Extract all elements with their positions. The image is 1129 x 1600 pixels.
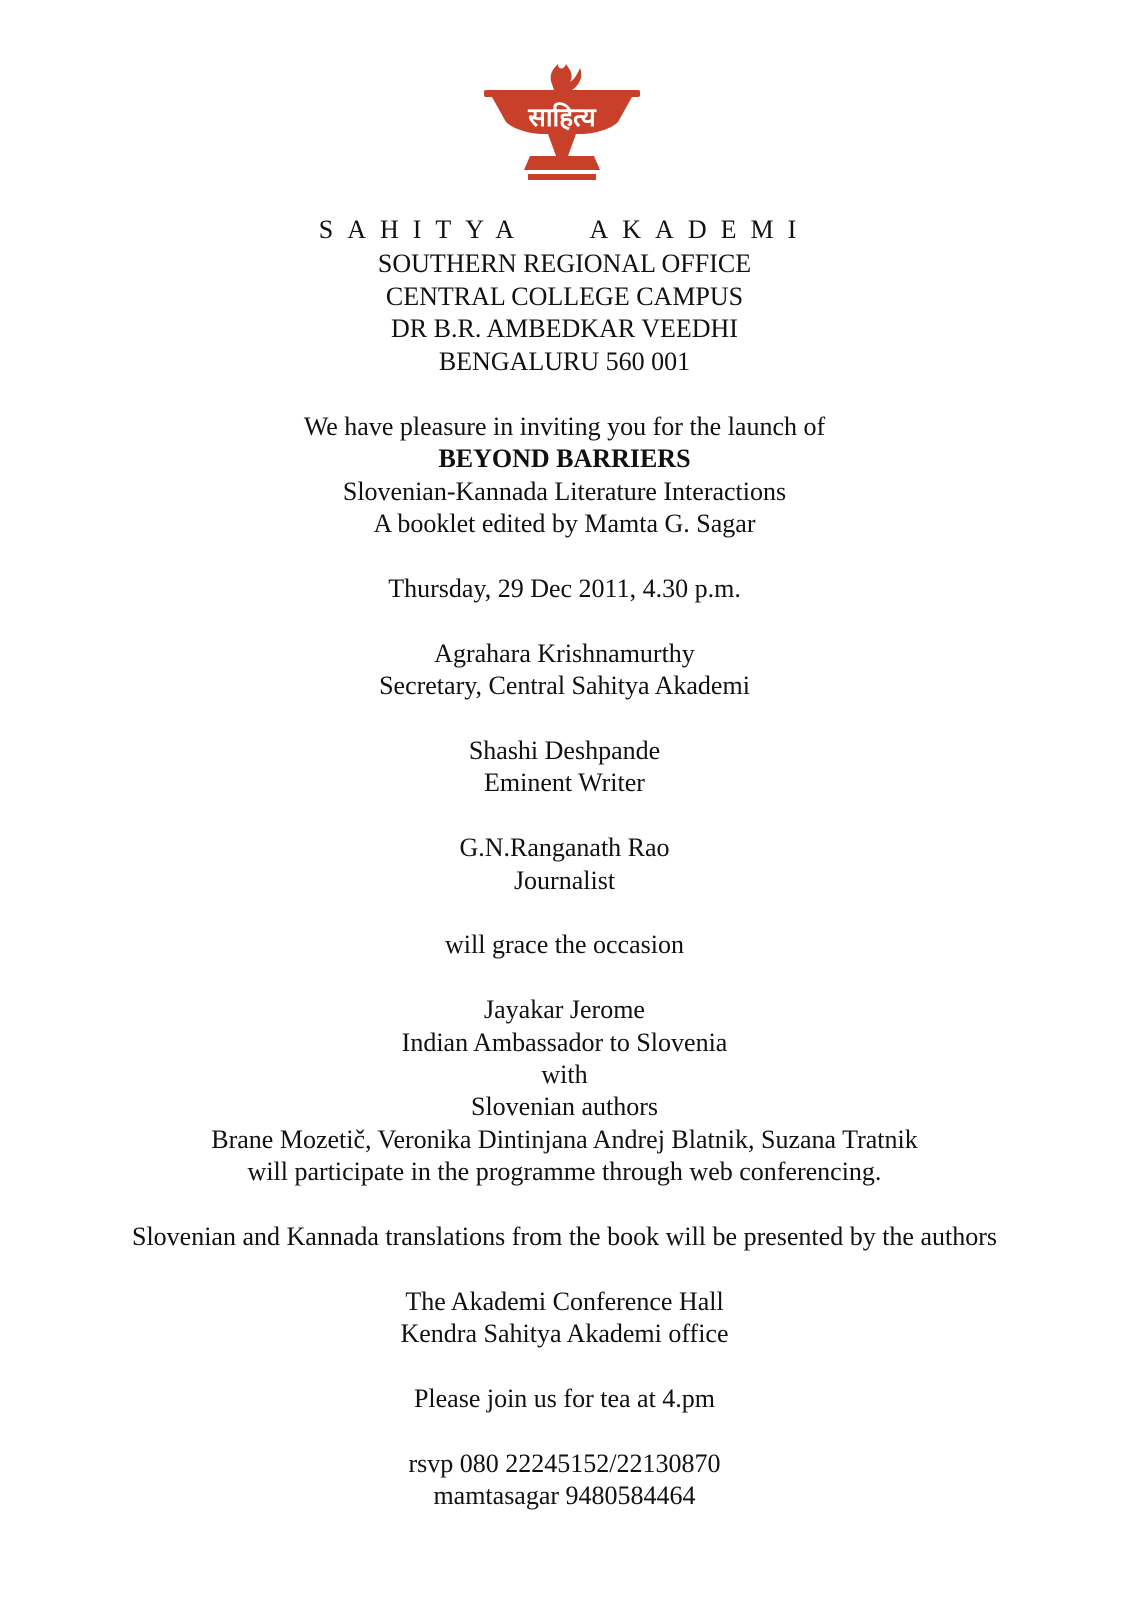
with-text: with [541, 1060, 588, 1089]
street-address: DR B.R. AMBEDKAR VEEDHI [391, 314, 738, 343]
office-name: SOUTHERN REGIONAL OFFICE [377, 249, 752, 278]
rsvp-contact: mamtasagar 9480584464 [433, 1481, 696, 1510]
campus-name: CENTRAL COLLEGE CAMPUS [385, 282, 744, 311]
rsvp-phone: rsvp 080 22245152/22130870 [408, 1449, 721, 1478]
guest-role: Eminent Writer [484, 768, 645, 797]
organization-name-part1: SAHITYA [318, 215, 528, 244]
guest-role: Secretary, Central Sahitya Akademi [379, 671, 750, 700]
book-editor: A booklet edited by Mamta G. Sagar [373, 509, 756, 538]
venue-hall: The Akademi Conference Hall [405, 1287, 724, 1316]
authors-group: Slovenian authors [470, 1092, 659, 1121]
invitation-intro: We have pleasure in inviting you for the launch of [303, 412, 826, 441]
participation-note: will participate in the programme through web conferencing. [247, 1157, 882, 1186]
guest-role: Journalist [513, 866, 616, 895]
book-subtitle: Slovenian-Kannada Literature Interactions [342, 477, 787, 506]
organization-name [0, 213, 1129, 246]
ambassador-name: Jayakar Jerome [484, 995, 645, 1024]
venue-office: Kendra Sahitya Akademi office [400, 1319, 729, 1348]
sahitya-akademi-logo [482, 60, 642, 184]
guest-name: G.N.Ranganath Rao [459, 833, 670, 862]
guest-name: Agrahara Krishnamurthy [434, 639, 695, 668]
grace-text: will grace the occasion [445, 930, 684, 959]
authors-list: Brane Mozetič, Veronika Dintinjana Andrej Blatnik, Suzana Tratnik [211, 1125, 918, 1154]
ambassador-role: Indian Ambassador to Slovenia [401, 1028, 728, 1057]
organization-name-part2: AKADEMI [589, 215, 811, 244]
event-datetime: Thursday, 29 Dec 2011, 4.30 p.m. [388, 574, 741, 603]
city-address: BENGALURU 560 001 [438, 347, 691, 376]
guest-name: Shashi Deshpande [468, 736, 661, 765]
tea-note: Please join us for tea at 4.pm [413, 1384, 716, 1413]
book-title: BEYOND BARRIERS [438, 444, 691, 473]
logo-text: साहित्य [528, 103, 596, 133]
translations-note: Slovenian and Kannada translations from the book will be presented by the authors [131, 1222, 997, 1251]
